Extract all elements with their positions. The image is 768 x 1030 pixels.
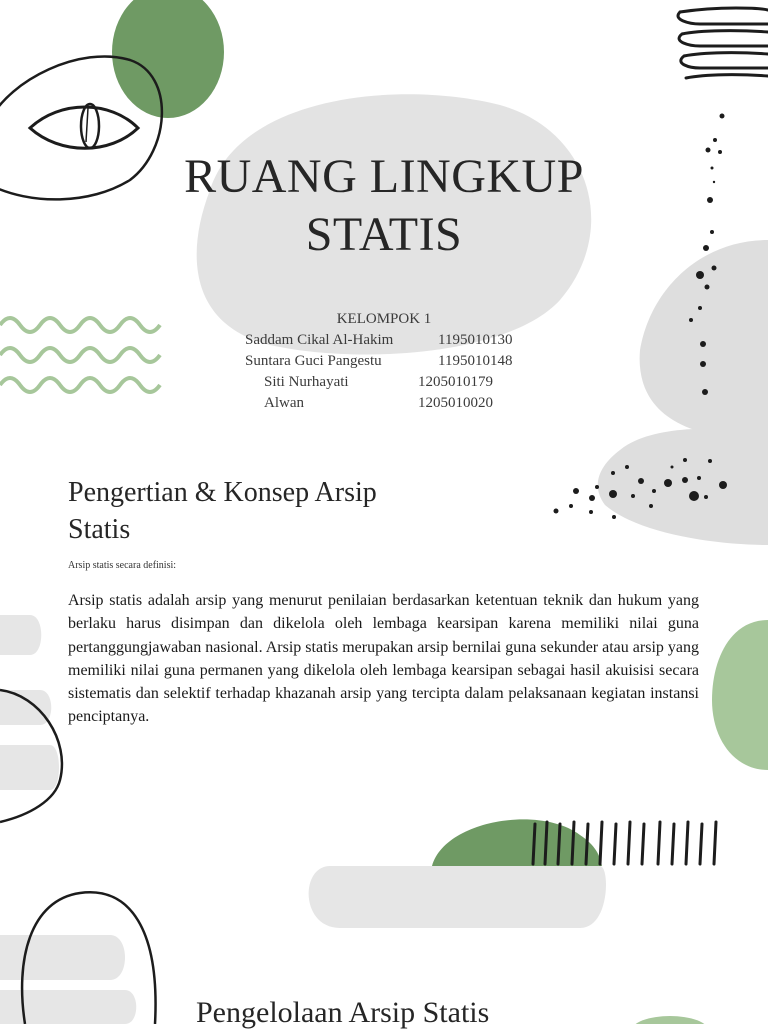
gray-pill-left-2: [0, 690, 51, 725]
gray-pill-bottom-left-2: [0, 990, 136, 1024]
definition-paragraph: Arsip statis adalah arsip yang menurut penilaian berdasarkan ketentuan teknik dan hukum yang berlaku harus disimpan dan dikelola oleh lembaga kearsipan karena memiliki nilai guna pertanggungjawaban nasional. Arsip statis merupakan arsip bernilai guna sekunder atau arsip yang memiliki nilai guna permanen yang dikelola oleh lembaga kearsipan sebagai hasil akuisisi secara sistematis dan selektif terhadap khazanah arsip yang tercipta dalam pelaksanaan kegiatan instansi penciptanya.: [68, 592, 699, 726]
section-heading: [68, 474, 448, 548]
member-id: 1195010148: [438, 353, 513, 369]
group-label: KELOMPOK 1: [336, 311, 432, 327]
gray-pill-bottom: [309, 866, 606, 928]
next-section-heading: Pengelolaan Arsip Statis: [196, 996, 490, 1029]
definition-label: Arsip statis secara definisi:: [68, 560, 177, 571]
gray-blob-right-lower: [598, 429, 768, 545]
gray-blob-right: [640, 240, 768, 440]
member-name: Siti Nurhayati: [264, 374, 349, 390]
wavy-lines: [0, 318, 160, 392]
member-id: 1205010179: [418, 374, 493, 390]
gray-pill-left-1: [0, 615, 41, 655]
section-heading-line-1: Pengertian & Konsep Arsip: [68, 477, 377, 508]
member-name: Saddam Cikal Al-Hakim: [245, 332, 394, 348]
page-title: [0, 148, 768, 264]
eye-icon: [30, 104, 138, 148]
green-blob-right: [712, 620, 768, 770]
member-name: Suntara Guci Pangestu: [245, 353, 382, 369]
section-heading-line-2: Statis: [68, 514, 131, 545]
gray-pill-left-3: [0, 745, 59, 790]
member-id: 1195010130: [438, 332, 513, 348]
page-title-line-1: RUANG LINGKUP: [184, 150, 584, 203]
member-id: 1205010020: [418, 395, 493, 411]
member-name: Alwan: [264, 395, 304, 411]
gray-pill-bottom-left-1: [0, 935, 125, 980]
scribble-lines: [678, 8, 768, 78]
green-blob-bottom-right: [632, 1016, 708, 1024]
green-semicircle-bottom: [432, 819, 602, 866]
page-title-line-2: STATIS: [305, 208, 463, 261]
